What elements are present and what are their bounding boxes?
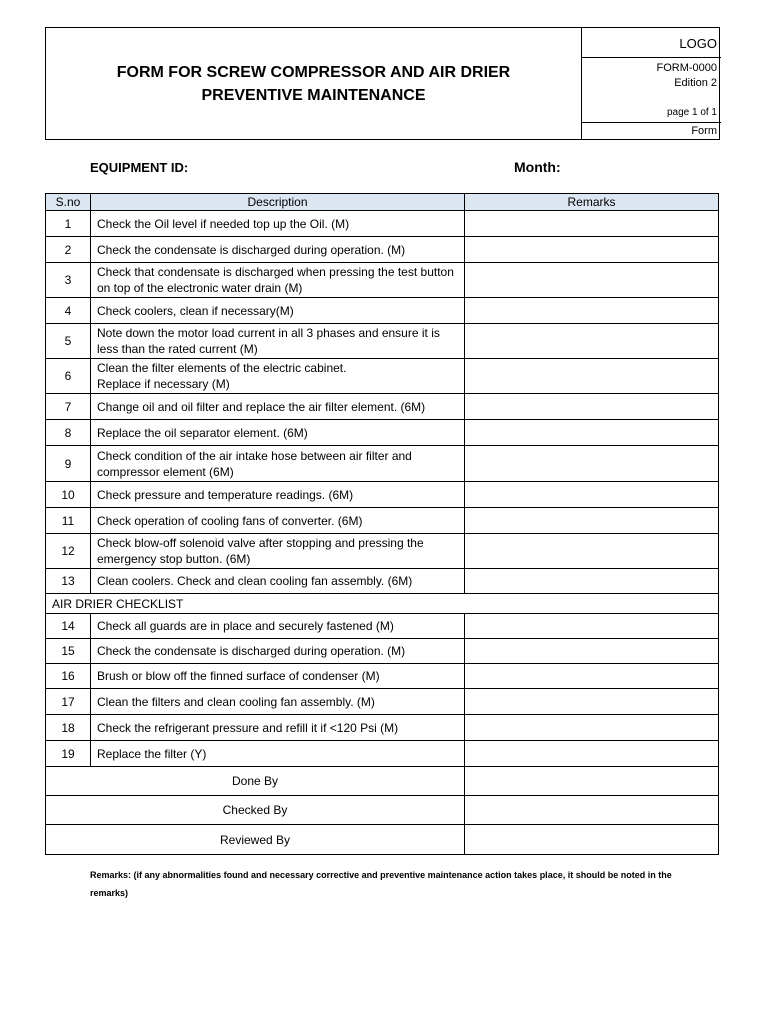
table-row bbox=[46, 211, 719, 237]
table-row bbox=[46, 359, 719, 394]
maintenance-checklist-table bbox=[45, 193, 719, 855]
row-description: Check condition of the air intake hose between air filter and compressor element (6M) bbox=[91, 446, 465, 482]
section-row bbox=[46, 594, 719, 614]
remarks-footnote-text: (if any abnormalities found and necessary corrective and preventive maintenance action takes place, it should be noted in the remarks) bbox=[90, 870, 672, 898]
checked-by-row bbox=[46, 796, 719, 825]
section-label-air-drier: AIR DRIER CHECKLIST bbox=[46, 594, 719, 614]
form-number: FORM-0000 bbox=[656, 62, 717, 74]
remarks-footnote bbox=[90, 866, 690, 902]
form-title: FORM FOR SCREW COMPRESSOR AND AIR DRIER PREVENTIVE MAINTENANCE bbox=[116, 63, 511, 104]
row-sno: 1 bbox=[46, 211, 91, 237]
table-row bbox=[46, 614, 719, 639]
table-row bbox=[46, 237, 719, 263]
remarks-footnote-label: Remarks: bbox=[90, 870, 132, 880]
row-remarks-cell[interactable] bbox=[465, 639, 719, 664]
row-remarks-cell[interactable] bbox=[465, 569, 719, 594]
row-sno: 19 bbox=[46, 741, 91, 767]
form-number-block bbox=[656, 61, 717, 91]
row-remarks-cell[interactable] bbox=[465, 324, 719, 359]
row-sno: 10 bbox=[46, 482, 91, 508]
row-description: Clean the filter elements of the electric cabinet. Replace if necessary (M) bbox=[91, 359, 465, 394]
row-remarks-cell[interactable] bbox=[465, 534, 719, 569]
signoff-label: Done By bbox=[46, 767, 465, 796]
row-remarks-cell[interactable] bbox=[465, 482, 719, 508]
logo-placeholder: LOGO bbox=[582, 28, 721, 58]
month-label: Month: bbox=[514, 159, 561, 175]
signoff-entry-cell[interactable] bbox=[465, 825, 719, 855]
row-description: Check the condensate is discharged during operation. (M) bbox=[91, 237, 465, 263]
row-description: Note down the motor load current in all 3 phases and ensure it is less than the rated current (M) bbox=[91, 324, 465, 359]
row-remarks-cell[interactable] bbox=[465, 211, 719, 237]
row-remarks-cell[interactable] bbox=[465, 664, 719, 689]
row-remarks-cell[interactable] bbox=[465, 394, 719, 420]
table-row bbox=[46, 689, 719, 715]
table-row bbox=[46, 715, 719, 741]
equipment-id-label: EQUIPMENT ID: bbox=[90, 160, 189, 175]
header-remarks: Remarks bbox=[465, 194, 719, 211]
row-remarks-cell[interactable] bbox=[465, 508, 719, 534]
row-description: Brush or blow off the finned surface of condenser (M) bbox=[91, 664, 465, 689]
row-sno: 4 bbox=[46, 298, 91, 324]
row-remarks-cell[interactable] bbox=[465, 420, 719, 446]
row-description: Clean the filters and clean cooling fan assembly. (M) bbox=[91, 689, 465, 715]
row-remarks-cell[interactable] bbox=[465, 614, 719, 639]
row-description: Check operation of cooling fans of converter. (6M) bbox=[91, 508, 465, 534]
row-sno: 9 bbox=[46, 446, 91, 482]
row-sno: 13 bbox=[46, 569, 91, 594]
row-description: Change oil and oil filter and replace the air filter element. (6M) bbox=[91, 394, 465, 420]
row-description: Check all guards are in place and securely fastened (M) bbox=[91, 614, 465, 639]
row-description: Replace the filter (Y) bbox=[91, 741, 465, 767]
row-sno: 17 bbox=[46, 689, 91, 715]
signoff-entry-cell[interactable] bbox=[465, 796, 719, 825]
header-meta-box bbox=[581, 28, 721, 139]
table-row bbox=[46, 534, 719, 569]
row-description: Check blow-off solenoid valve after stopping and pressing the emergency stop button. (6M) bbox=[91, 534, 465, 569]
row-sno: 16 bbox=[46, 664, 91, 689]
table-row bbox=[46, 569, 719, 594]
table-row bbox=[46, 394, 719, 420]
row-remarks-cell[interactable] bbox=[465, 689, 719, 715]
row-remarks-cell[interactable] bbox=[465, 715, 719, 741]
signoff-entry-cell[interactable] bbox=[465, 767, 719, 796]
row-remarks-cell[interactable] bbox=[465, 359, 719, 394]
table-row bbox=[46, 639, 719, 664]
reviewed-by-row bbox=[46, 825, 719, 855]
form-header bbox=[45, 27, 720, 140]
row-description: Check that condensate is discharged when pressing the test button on top of the electronic water drain (M) bbox=[91, 263, 465, 298]
doc-type-label: Form bbox=[582, 122, 721, 139]
row-sno: 3 bbox=[46, 263, 91, 298]
signoff-label: Reviewed By bbox=[46, 825, 465, 855]
row-remarks-cell[interactable] bbox=[465, 263, 719, 298]
row-description: Check pressure and temperature readings. (6M) bbox=[91, 482, 465, 508]
header-description: Description bbox=[91, 194, 465, 211]
row-sno: 2 bbox=[46, 237, 91, 263]
table-header-row bbox=[46, 194, 719, 211]
row-sno: 14 bbox=[46, 614, 91, 639]
row-sno: 12 bbox=[46, 534, 91, 569]
done-by-row bbox=[46, 767, 719, 796]
row-remarks-cell[interactable] bbox=[465, 741, 719, 767]
table-row bbox=[46, 263, 719, 298]
row-sno: 15 bbox=[46, 639, 91, 664]
row-sno: 11 bbox=[46, 508, 91, 534]
table-row bbox=[46, 741, 719, 767]
checklist-body bbox=[46, 211, 719, 855]
row-description: Clean coolers. Check and clean cooling fan assembly. (6M) bbox=[91, 569, 465, 594]
table-row bbox=[46, 482, 719, 508]
row-description: Check the condensate is discharged during operation. (M) bbox=[91, 639, 465, 664]
row-sno: 5 bbox=[46, 324, 91, 359]
row-description: Check the refrigerant pressure and refill it if <120 Psi (M) bbox=[91, 715, 465, 741]
row-sno: 6 bbox=[46, 359, 91, 394]
edition-label: Edition 2 bbox=[674, 77, 717, 89]
row-description: Replace the oil separator element. (6M) bbox=[91, 420, 465, 446]
row-sno: 18 bbox=[46, 715, 91, 741]
header-sno: S.no bbox=[46, 194, 91, 211]
row-description: Check coolers, clean if necessary(M) bbox=[91, 298, 465, 324]
row-remarks-cell[interactable] bbox=[465, 446, 719, 482]
row-description: Check the Oil level if needed top up the Oil. (M) bbox=[91, 211, 465, 237]
row-remarks-cell[interactable] bbox=[465, 298, 719, 324]
table-row bbox=[46, 324, 719, 359]
row-sno: 8 bbox=[46, 420, 91, 446]
signoff-label: Checked By bbox=[46, 796, 465, 825]
row-sno: 7 bbox=[46, 394, 91, 420]
table-row bbox=[46, 664, 719, 689]
table-row bbox=[46, 420, 719, 446]
table-row bbox=[46, 508, 719, 534]
page-indicator: page 1 of 1 bbox=[666, 107, 717, 118]
table-row bbox=[46, 446, 719, 482]
table-row bbox=[46, 298, 719, 324]
row-remarks-cell[interactable] bbox=[465, 237, 719, 263]
